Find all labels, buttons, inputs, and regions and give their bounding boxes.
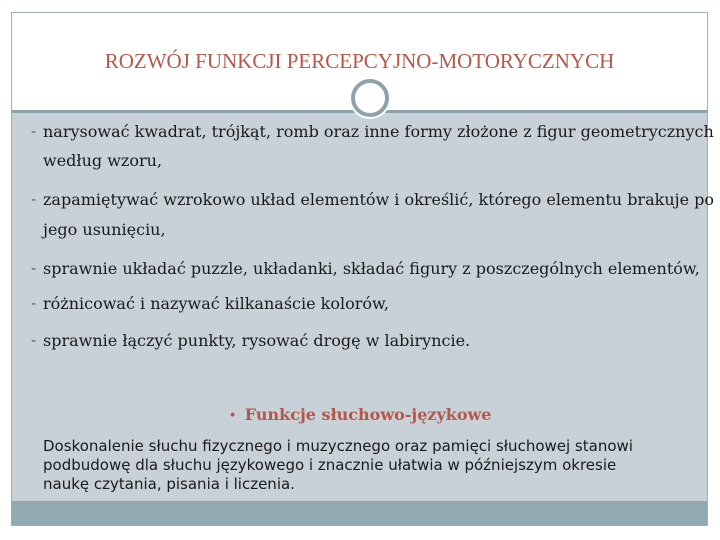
dash-marker: - bbox=[31, 333, 37, 349]
bullet-text: według wzoru, bbox=[43, 151, 163, 170]
section-heading-text: Funkcje słuchowo-językowe bbox=[244, 405, 492, 424]
dash-marker: - bbox=[31, 192, 37, 208]
bullet-text: sprawnie łączyć punkty, rysować drogę w labiryncie. bbox=[43, 331, 471, 350]
section-heading bbox=[0, 405, 720, 424]
dash-marker: - bbox=[31, 296, 37, 312]
bullet-dot: • bbox=[228, 408, 237, 424]
dash-marker: - bbox=[31, 261, 37, 277]
bullet-text: sprawnie układać puzzle, układanki, składać figury z poszczególnych elementów, bbox=[43, 259, 700, 278]
bullet-item bbox=[31, 324, 471, 358]
bullet-text: jego usunięciu, bbox=[43, 220, 166, 239]
circle-ornament-icon bbox=[351, 79, 389, 117]
slide-title: ROZWÓJ FUNKCJI PERCEPCYJNO-MOTORYCZNYCH bbox=[104, 49, 615, 73]
bullet-item bbox=[31, 287, 389, 321]
dash-marker: - bbox=[31, 124, 37, 140]
bullet-text: różnicować i nazywać kilkanaście kolorów, bbox=[43, 294, 389, 313]
bullet-text: narysować kwadrat, trójkąt, romb oraz inne formy złożone z figur geometrycznych bbox=[43, 122, 714, 141]
section-paragraph: Doskonalenie słuchu fizycznego i muzycznego oraz pamięci słuchowej stanowi podbudowę dla słuchu językowego i znacznie ułatwia w późniejszym okresie naukę czytania, pisania i liczenia. bbox=[43, 437, 633, 493]
bullet-text: zapamiętywać wzrokowo układ elementów i określić, którego elementu brakuje po bbox=[43, 190, 715, 209]
bullet-item bbox=[31, 252, 700, 286]
footer-band bbox=[12, 501, 707, 525]
bullet-item-continuation bbox=[43, 144, 162, 178]
bullet-item bbox=[31, 183, 715, 217]
bullet-item-continuation bbox=[43, 213, 166, 247]
